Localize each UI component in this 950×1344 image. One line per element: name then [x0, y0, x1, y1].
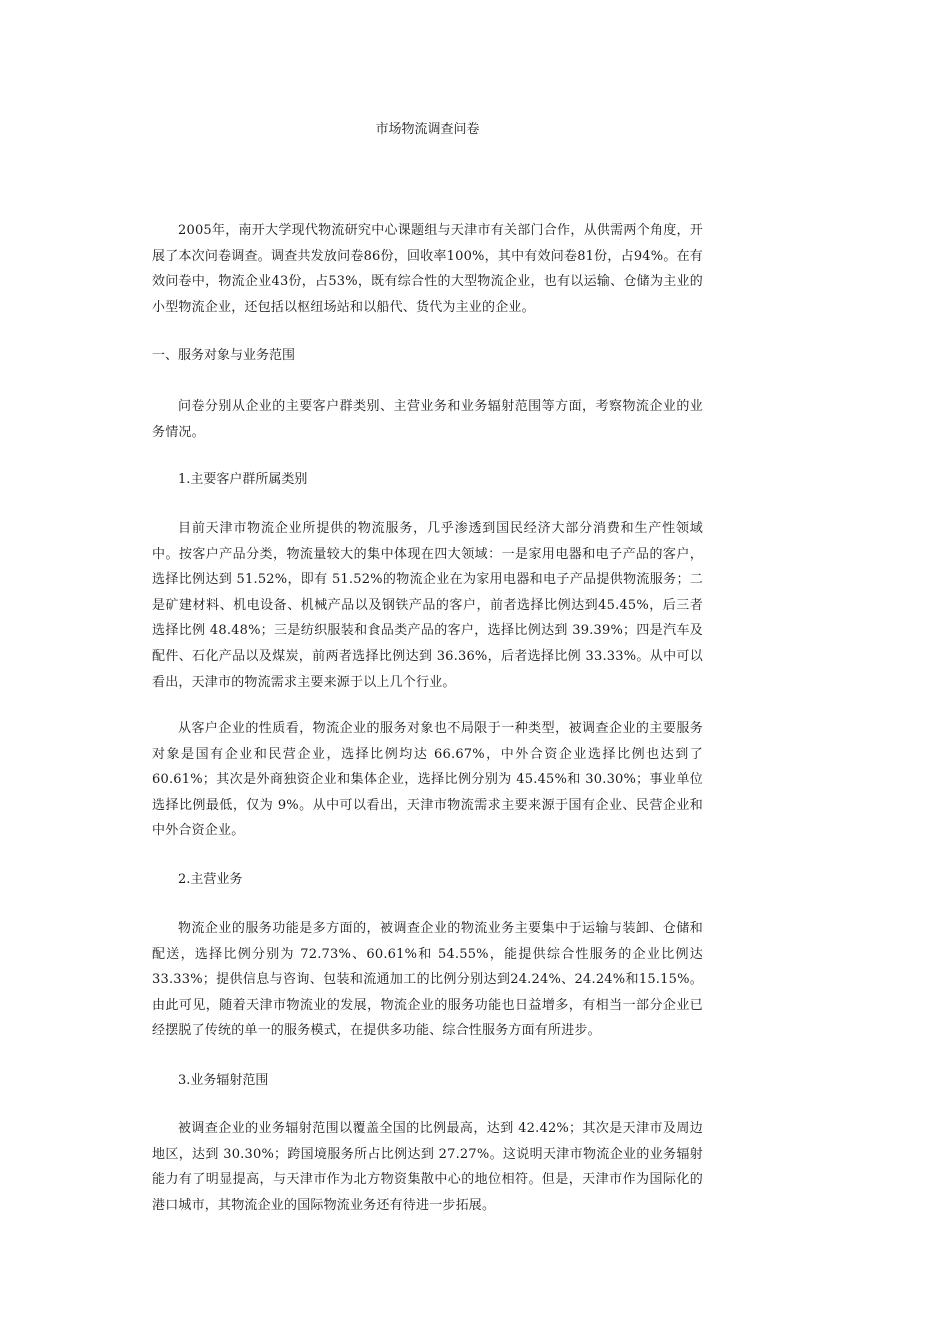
- business-radiation-paragraph: 被调查企业的业务辐射范围以覆盖全国的比例最高，达到 42.42%；其次是天津市及周边地区，达到 30.30%；跨国境服务所占比例达到 27.27%。这说明天津市物流企业的业务辐射能力有了明显提高，与天津市作为北方物资集散中心的地位相符。但是，天津市作为国际化的港口城市，其物流企业的国际物流业务还有待进一步拓展。: [152, 1121, 703, 1213]
- customer-nature-paragraph: 从客户企业的性质看，物流企业的服务对象也不局限于一种类型，被调查企业的主要服务对象是国有企业和民营企业，选择比例均达 66.67%，中外合资企业选择比例也达到了60.61%；其次是外商独资企业和集体企业，选择比例分别为 45.45%和 30.30%；事业单位选择比例最低，仅为 9%。从中可以看出，天津市物流需求主要来源于国有企业、民营企业和中外合资企业。: [152, 721, 703, 839]
- document-title: 市场物流调查问卷: [375, 122, 480, 137]
- subheading-customer-categories: 1.主要客户群所属类别: [178, 472, 308, 487]
- main-business-paragraph: 物流企业的服务功能是多方面的，被调查企业的物流业务主要集中于运输与装卸、仓储和配送，选择比例分别为 72.73%、60.61%和 54.55%，能提供综合性服务的企业比例达33.33%；提供信息与咨询、包装和流通加工的比例分别达到24.24%、24.24%和15.15%。由此可见，随着天津市物流业的发展，物流企业的服务功能也日益增多，有相当一部分企业已经摆脱了传统的单一的服务模式，在提供多功能、综合性服务方面有所进步。: [152, 921, 703, 1039]
- subheading-business-radiation: 3.业务辐射范围: [178, 1073, 269, 1088]
- section-heading-service-scope: 一、服务对象与业务范围: [152, 348, 296, 363]
- customer-categories-paragraph: 目前天津市物流企业所提供的物流服务，几乎渗透到国民经济大部分消费和生产性领域中。按客户产品分类，物流量较大的集中体现在四大领域：一是家用电器和电子产品的客户，选择比例达到 51.52%，即有 51.52%的物流企业在为家用电器和电子产品提供物流服务；二是矿建材料、机电设备、机械产品以及钢铁产品的客户，前者选择比例达到45.45%，后三者选择比例 48.48%；三是纺织服装和食品类产品的客户，选择比例达到 39.39%；四是汽车及配件、石化产品以及煤炭，前两者选择比例达到 36.36%，后者选择比例 33.33%。从中可以看出，天津市的物流需求主要来源于以上几个行业。: [152, 521, 703, 690]
- subheading-main-business: 2.主营业务: [178, 872, 243, 887]
- intro-paragraph: 2005年，南开大学现代物流研究中心课题组与天津市有关部门合作，从供需两个角度，开展了本次问卷调查。调查共发放问卷86份，回收率100%，其中有效问卷81份，占94%。在有效问卷中，物流企业43份，占53%，既有综合性的大型物流企业，也有以运输、仓储为主业的小型物流企业，还包括以枢纽场站和以船代、货代为主业的企业。: [152, 223, 703, 315]
- section-intro-paragraph: 问卷分别从企业的主要客户群类别、主营业务和业务辐射范围等方面，考察物流企业的业务情况。: [152, 399, 703, 440]
